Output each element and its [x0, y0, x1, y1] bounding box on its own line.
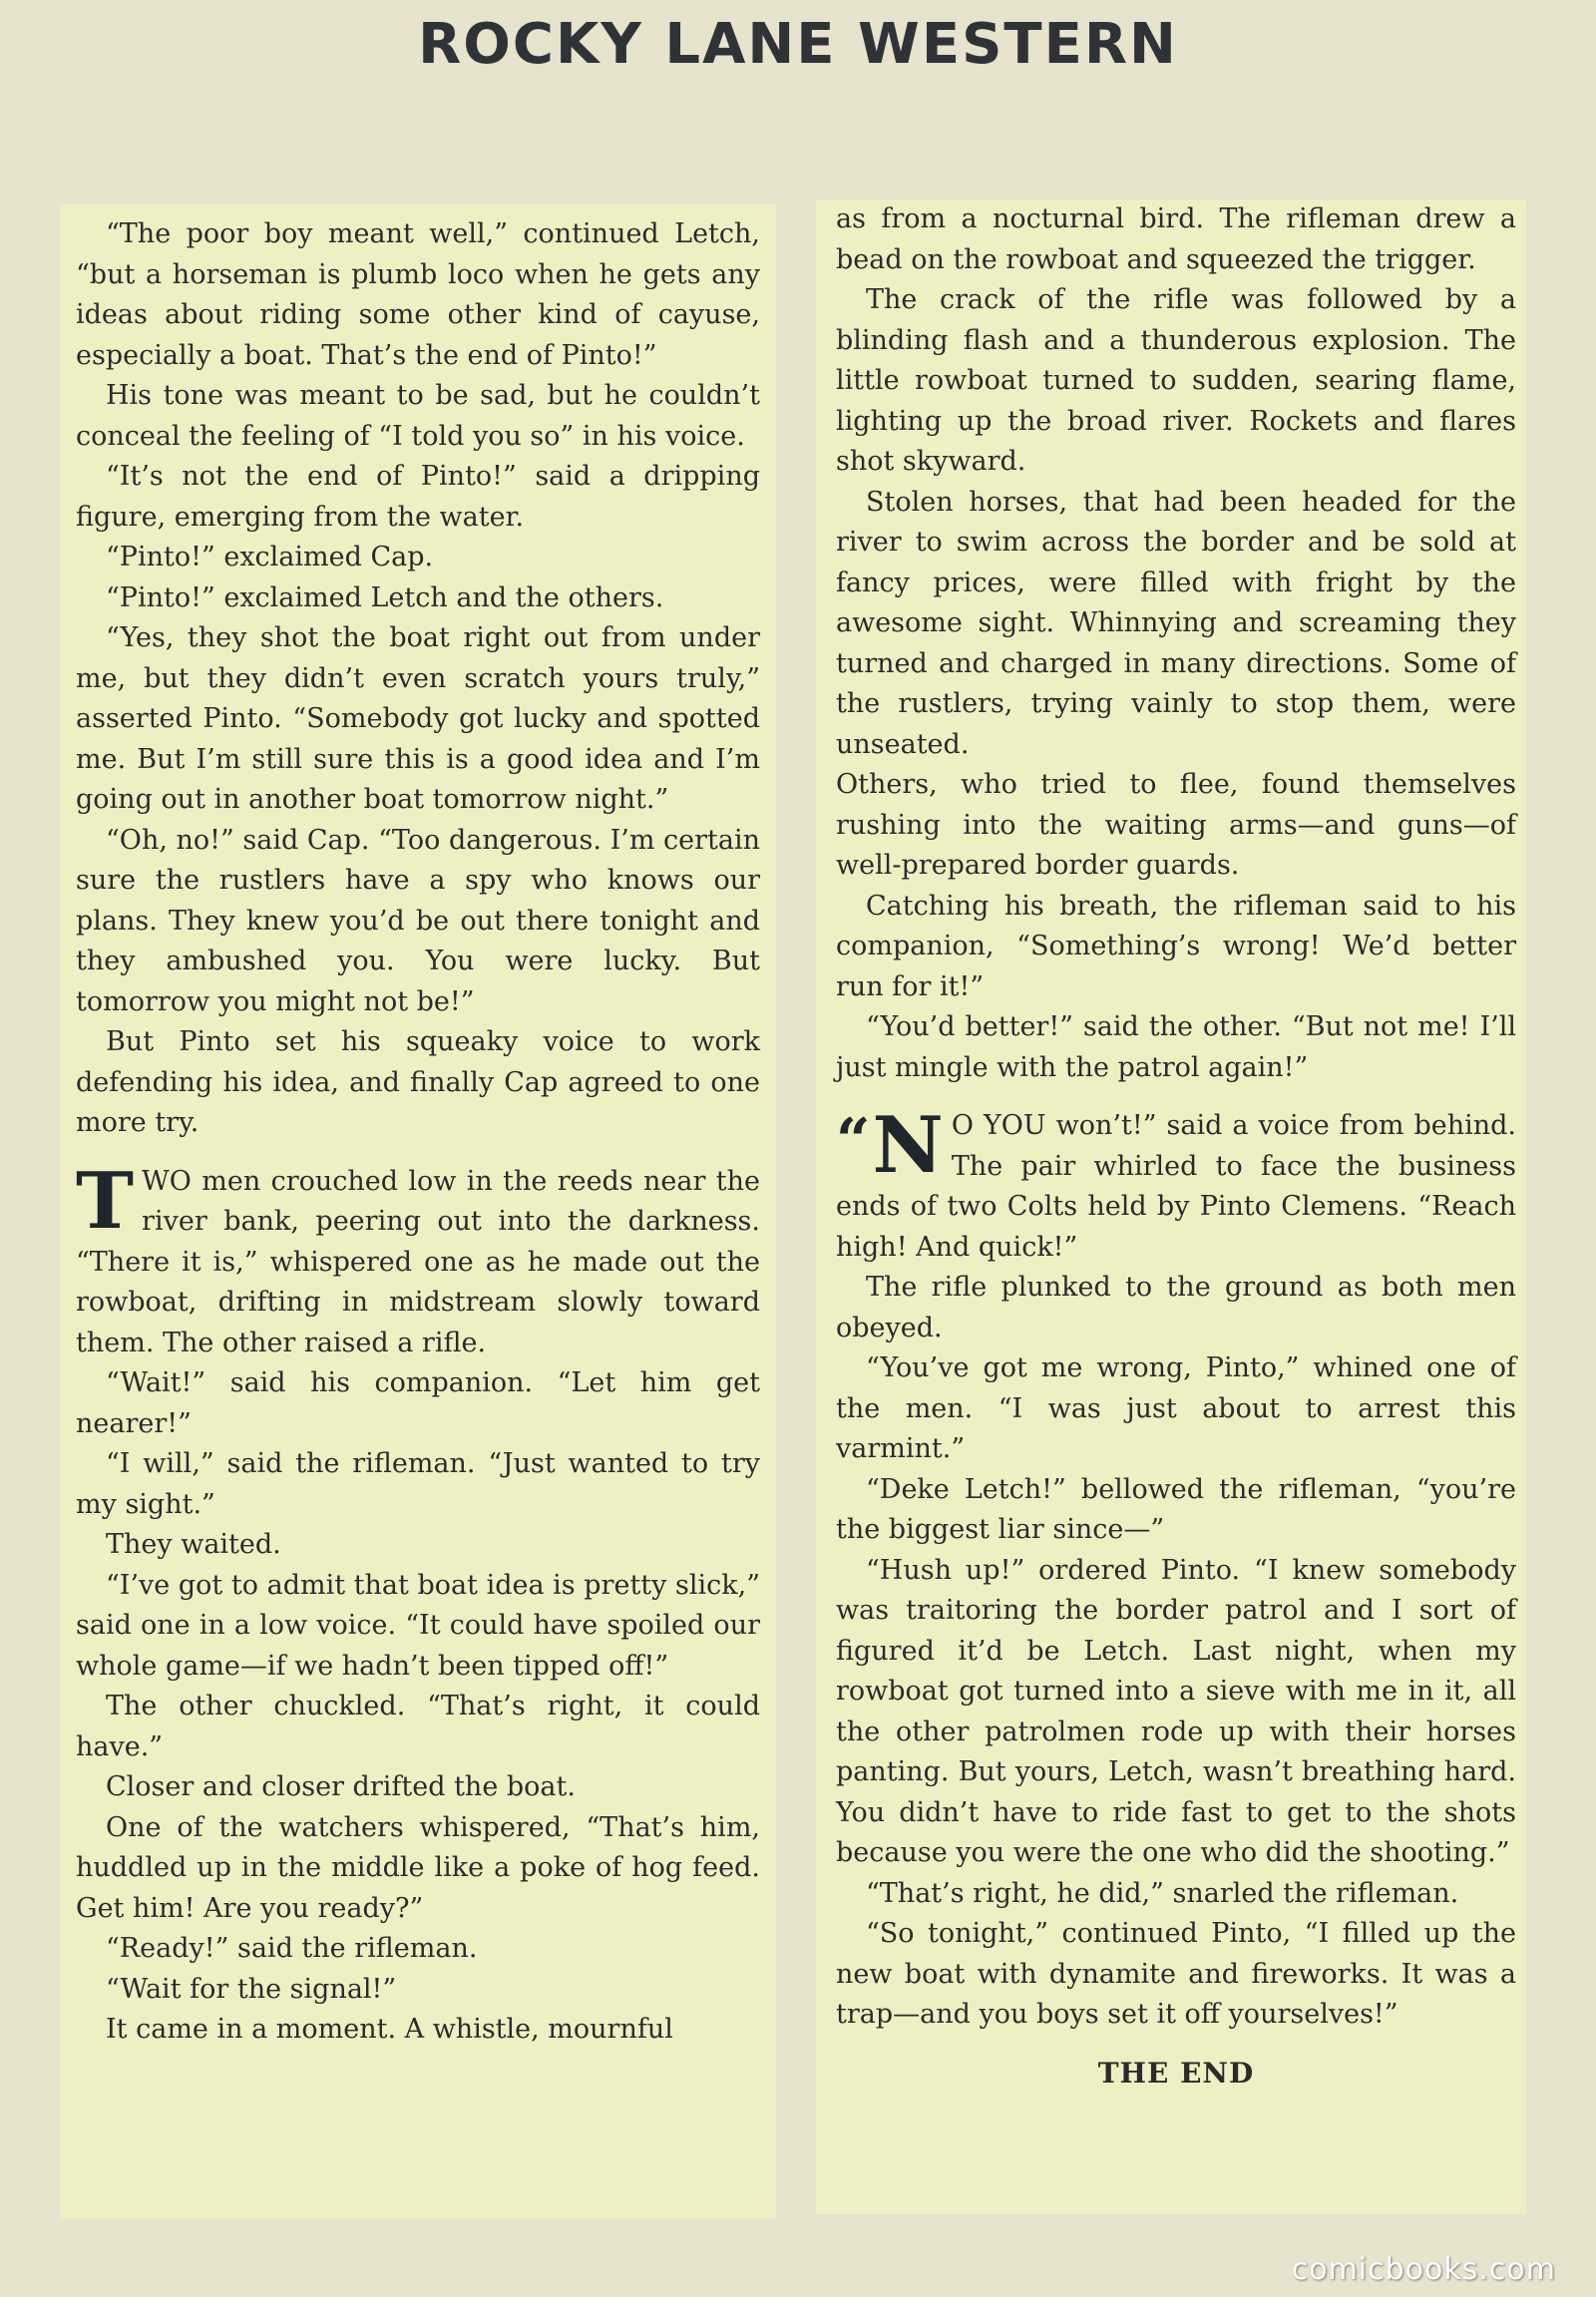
paragraph: “It’s not the end of Pinto!” said a dripping figure, emerging from the water. [76, 461, 760, 533]
paragraph: “Deke Letch!” bellowed the rifleman, “you’re the biggest liar since—” [836, 1473, 1516, 1545]
paragraph: “You’d better!” said the other. “But not me! I’ll just mingle with the patrol again!” [836, 1011, 1516, 1083]
paragraph: It came in a moment. A whistle, mournful [106, 2014, 673, 2045]
paragraph: “So tonight,” continued Pinto, “I filled up the new boat with dynamite and fireworks. It was a trap—and you boys set it off yourselves!” [836, 1918, 1516, 2030]
right-text-column [816, 199, 1526, 2214]
paragraph: The crack of the rifle was followed by a blinding flash and a thunderous explosion. The little rowboat turned to sudden, searing flame, lighting up the broad river. Rockets and flares shot skyward. [836, 284, 1516, 477]
section-opening-paragraph [76, 1155, 760, 1364]
paragraph: “Oh, no!” said Cap. “Too dangerous. I’m certain sure the rustlers have a spy who knows our plans. They knew you’d be out there tonight and they ambushed you. You were lucky. But tomorrow you might not be!” [76, 824, 760, 1017]
paragraph: “Ready!” said the rifleman. [106, 1933, 478, 1964]
paragraph-text: O YOU won’t!” said a voice from behind. The pair whirled to face the business ends of two Colts held by Pinto Clemens. “Reach high! And quick!” [836, 1110, 1516, 1263]
paragraph: “Pinto!” exclaimed Cap. [106, 542, 434, 573]
paragraph: as from a nocturnal bird. The rifleman drew a bead on the rowboat and squeezed the trigger. [836, 203, 1516, 275]
left-text-column [60, 204, 776, 2219]
paragraph: “That’s right, he did,” snarled the rifleman. [866, 1877, 1459, 1909]
paragraph: “The poor boy meant well,” continued Letch, “but a horseman is plumb loco when he gets any ideas about riding some other kind of cayuse, especially a boat. That’s the end of Pinto!” [76, 218, 760, 371]
paragraph: “Hush up!” ordered Pinto. “I knew somebody was traitoring the border patrol and I sort of figured it’d be Letch. Last night, when my rowboat got turned into a sieve with me in it, all the other patrolmen rode up with their horses panting. But yours, Letch, wasn’t breathing hard. You didn’t have to ride fast to get to the shots because you were the one who did the shooting.” [836, 1554, 1516, 1868]
watermark: comicbooks.com [1291, 2252, 1556, 2287]
paragraph: His tone was meant to be sad, but he couldn’t conceal the feeling of “I told you so” in his voice. [76, 380, 760, 452]
paragraph: Others, who tried to flee, found themselves rushing into the waiting arms—and guns—of well-prepared border guards. [836, 769, 1516, 881]
paragraph: One of the watchers whispered, “That’s him, huddled up in the middle like a poke of hog feed. Get him! Are you ready?” [76, 1811, 760, 1924]
paragraph: “Pinto!” exclaimed Letch and the others. [106, 581, 664, 613]
paragraph: The other chuckled. “That’s right, it could have.” [76, 1691, 760, 1762]
paragraph: The rifle plunked to the ground as both men obeyed. [836, 1272, 1516, 1343]
paragraph: But Pinto set his squeaky voice to work defending his idea, and finally Cap agreed to one more try. [76, 1026, 760, 1138]
section-opening-paragraph [836, 1100, 1516, 1268]
paragraph: “Wait!” said his companion. “Let him get nearer!” [76, 1367, 760, 1439]
paragraph: Catching his breath, the rifleman said to his companion, “Something’s wrong! We’d better run for it!” [836, 890, 1516, 1002]
the-end-label: THE END [1097, 2056, 1255, 2090]
paragraph: “Yes, they shot the boat right out from under me, but they didn’t even scratch yours truly,” asserted Pinto. “Somebody got lucky and spotted me. But I’m still sure this is a good idea and I’m going out in another boat tomorrow night.” [76, 622, 760, 815]
paragraph-text: WO men crouched low in the reeds near the river bank, peering out into the darkness. “There it is,” whispered one as he made out the rowboat, drifting in midstream slowly toward them. The other raised a rifle. [76, 1165, 760, 1358]
paragraph: “I’ve got to admit that boat idea is pretty slick,” said one in a low voice. “It could have spoiled our whole game—if we hadn’t been tipped off!” [76, 1569, 760, 1682]
paragraph: “Wait for the signal!” [106, 1973, 397, 2005]
open-quote-mark: “ [836, 1106, 871, 1176]
paragraph: “You’ve got me wrong, Pinto,” whined one of the men. “I was just about to arrest this varmint.” [836, 1352, 1516, 1464]
paragraph: Stolen horses, that had been headed for the river to swim across the border and be sold at fancy prices, were filled with fright by the awesome sight. Whinnying and screaming they turned and charged in many directions. Some of the rustlers, trying vainly to stop them, were unseated. [836, 486, 1516, 760]
paragraph: Closer and closer drifted the boat. [106, 1771, 576, 1802]
page-title: ROCKY LANE WESTERN [418, 12, 1178, 77]
paragraph: They waited. [106, 1529, 281, 1560]
drop-cap: N [872, 1100, 944, 1191]
drop-cap: T [76, 1155, 135, 1247]
paragraph: “I will,” said the rifleman. “Just wanted to try my sight.” [76, 1448, 760, 1520]
